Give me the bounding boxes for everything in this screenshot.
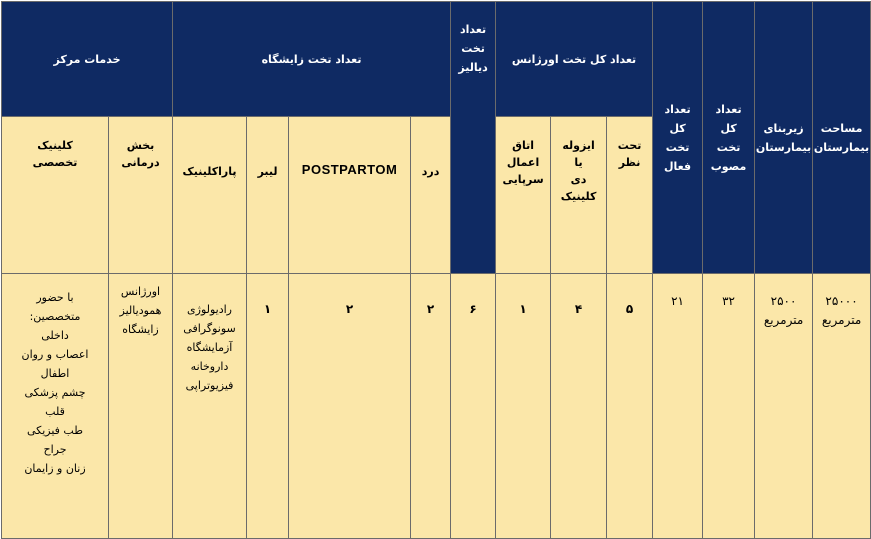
value-postpartum: ۲ bbox=[289, 274, 411, 539]
subheader-isolation: ایزوله یا دی کلینیک bbox=[551, 117, 607, 274]
value-approved-beds: ۳۲ bbox=[703, 274, 755, 539]
subheader-labor: لیبر bbox=[247, 117, 289, 274]
value-outpatient-operations: ۱ bbox=[496, 274, 551, 539]
subheader-observation: تحت نظر bbox=[607, 117, 653, 274]
subheader-treatment-ward: بخش درمانی bbox=[109, 117, 173, 274]
header-maternity-beds: تعداد تخت زایشگاه bbox=[173, 2, 451, 117]
header-active-beds: تعداد کل تخت فعال bbox=[653, 2, 703, 274]
subheader-specialty-clinic: کلینیک تخصصی bbox=[2, 117, 109, 274]
value-specialty-clinic: با حضور متخصصین: داخلی اعصاب و روان اطفال چشم پزشکی قلب طب فیزیکی جراح زنان و زایمان bbox=[2, 274, 109, 539]
subheader-paraclinic: پاراکلینیک bbox=[173, 117, 247, 274]
value-pain: ۲ bbox=[411, 274, 451, 539]
value-hospital-floor-area: ۲۵۰۰ مترمربع bbox=[755, 274, 813, 539]
value-paraclinic: رادیولوژی سونوگرافی آزمایشگاه داروخانه فیزیوتراپی bbox=[173, 274, 247, 539]
header-emergency-beds: تعداد کل تخت اورژانس bbox=[496, 2, 653, 117]
value-hospital-area: ۲۵۰۰۰ مترمربع bbox=[813, 274, 871, 539]
value-active-beds: ۲۱ bbox=[653, 274, 703, 539]
header-hospital-floor-area: زیربنای بیمارستان bbox=[755, 2, 813, 274]
data-row bbox=[2, 274, 871, 539]
header-hospital-area: مساحت بیمارستان bbox=[813, 2, 871, 274]
subheader-pain: درد bbox=[411, 117, 451, 274]
header-center-services: خدمات مرکز bbox=[2, 2, 173, 117]
value-dialysis-beds: ۶ bbox=[451, 274, 496, 539]
value-labor: ۱ bbox=[247, 274, 289, 539]
hospital-info-table bbox=[1, 1, 871, 539]
header-dialysis-beds: تعداد تخت دیالیز bbox=[451, 2, 496, 274]
value-observation: ۵ bbox=[607, 274, 653, 539]
header-approved-beds: تعداد کل تخت مصوب bbox=[703, 2, 755, 274]
value-isolation: ۴ bbox=[551, 274, 607, 539]
header-row bbox=[2, 2, 871, 117]
postpartum-label: POSTPARTOM bbox=[301, 162, 398, 177]
value-treatment-ward: اورژانس همودیالیز زایشگاه bbox=[109, 274, 173, 539]
subheader-postpartum bbox=[289, 117, 411, 274]
subheader-outpatient-operations: اتاق اعمال سرپایی bbox=[496, 117, 551, 274]
